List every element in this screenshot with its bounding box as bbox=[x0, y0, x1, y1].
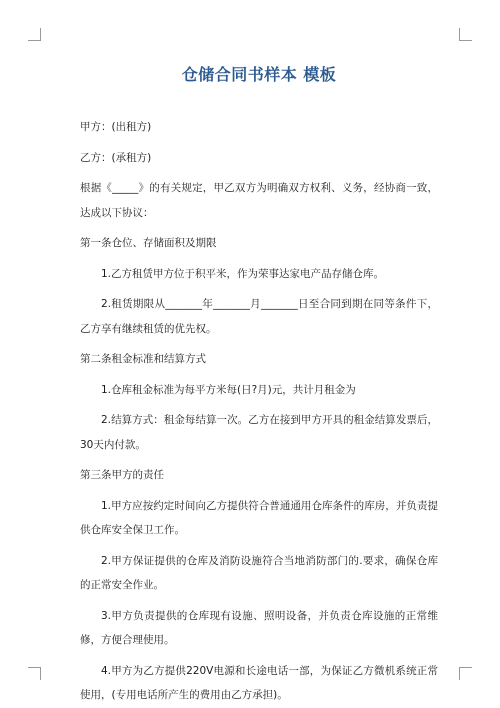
page-corner-mark-bottom-left bbox=[28, 667, 41, 680]
article-3-clause-3: 3.甲方负责提供的仓库现有设施、照明设备，并负责仓库设施的正常维修，方便合理使用。 bbox=[80, 609, 438, 646]
article-1-heading: 第一条仓位、存储面积及期限 bbox=[80, 237, 217, 249]
article-3-clause-4: 4.甲方为乙方提供220V电源和长途电话一部，为保证乙方微机系统正常使用，(专用电话所产生的费用由乙方承担)。 bbox=[80, 664, 438, 701]
page-corner-mark-top-left bbox=[28, 28, 41, 41]
document-title: 仓储合同书样本 模板 bbox=[181, 65, 337, 84]
document-page bbox=[80, 62, 438, 708]
article-3-heading: 第三条甲方的责任 bbox=[80, 469, 164, 481]
article-1-clause-2: 2.租赁期限从_______年_______月_______日至合同到期在同等条件下，乙方享有继续租赁的优先权。 bbox=[80, 298, 438, 335]
preamble-paragraph: 根据《_____》的有关规定，甲乙双方为明确双方权利、义务，经协商一致，达成以下协议： bbox=[80, 182, 438, 219]
article-3-clause-2: 2.甲方保证提供的仓库及消防设施符合当地消防部门的.要求，确保仓库的正常安全作业。 bbox=[80, 554, 438, 591]
page-corner-mark-top-right bbox=[459, 28, 472, 41]
article-2-heading: 第二条租金标准和结算方式 bbox=[80, 353, 206, 365]
page-corner-mark-bottom-right bbox=[459, 667, 472, 680]
article-3-clause-1: 1.甲方应按约定时间向乙方提供符合普通通用仓库条件的库房，并负责提供仓库安全保卫工作。 bbox=[80, 499, 438, 536]
article-2-clause-2: 2.结算方式：租金每结算一次。乙方在接到甲方开具的租金结算发票后，30天内付款。 bbox=[80, 414, 438, 451]
party-a-line: 甲方：(出租方) bbox=[80, 121, 152, 133]
party-b-line: 乙方：(承租方) bbox=[80, 151, 152, 164]
article-1-clause-1: 1.乙方租赁甲方位于积平米，作为荣事达家电产品存储仓库。 bbox=[101, 267, 385, 280]
article-2-clause-1: 1.仓库租金标准为每平方米每(日?月)元，共计月租金为 bbox=[101, 383, 356, 396]
